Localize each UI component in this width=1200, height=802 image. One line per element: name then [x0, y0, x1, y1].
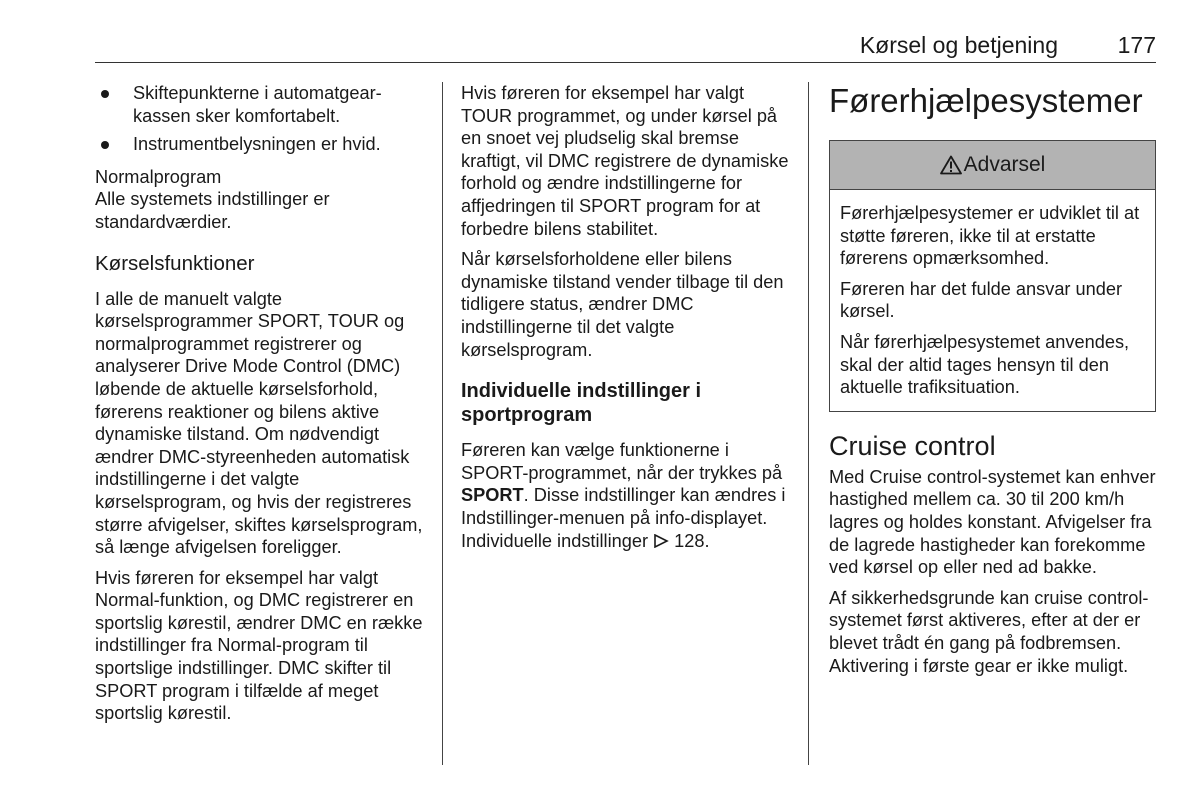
- text-span: Føreren kan vælge funktionerne i SPORT-programmet, når der trykkes på: [461, 440, 783, 483]
- page-header: [95, 30, 1156, 63]
- list-item-text: Skiftepunkterne i automatgear-kassen sker komfortabelt.: [133, 83, 382, 126]
- feature-list: [95, 82, 430, 156]
- column-right: [829, 82, 1156, 685]
- warning-header: [830, 141, 1155, 190]
- paragraph: Hvis føreren for eksempel har valgt Normal-funktion, og DMC registrerer en sportslig kørestil, ændrer DMC en række indstillinger fra Normal-program til sportslige indstillinger. DMC skifter til SPORT program i tilfælde af meget sportslig kørestil.: [95, 567, 423, 724]
- warning-triangle-icon: [940, 155, 962, 175]
- normal-program-block: [95, 166, 430, 234]
- sport-button-label: SPORT: [461, 485, 524, 506]
- paragraph: Når førerhjælpesystemet anvendes, skal der altid tages hensyn til den aktuelle trafiksituation.: [840, 331, 1130, 398]
- normal-program-text: Alle systemets indstillinger er standardværdier.: [95, 189, 330, 232]
- cruise-control-heading: Cruise control: [829, 430, 996, 461]
- bullet-icon: [101, 141, 109, 149]
- page-reference-icon: [653, 534, 669, 548]
- individual-settings-heading: Individuelle indstillinger i sportprogram: [461, 380, 702, 427]
- paragraph: Føreren har det fulde ansvar under kørsel.: [840, 278, 1123, 322]
- text-span: . Disse indstillinger kan ændres i Indstillinger-menuen på info-displayet. Individuelle indstillinger: [461, 485, 786, 551]
- normal-program-heading: Normalprogram: [95, 166, 222, 187]
- column-left: [95, 82, 430, 733]
- paragraph: [461, 439, 796, 552]
- paragraph: Af sikkerhedsgrunde kan cruise control-systemet først aktiveres, efter at der er blevet trådt én gang på fodbremsen. Aktivering i første gear er ikke muligt.: [829, 587, 1149, 676]
- paragraph: Når kørselsforholdene eller bilens dynamiske tilstand vender tilbage til den tidligere status, ændrer DMC indstillingerne til det valgte kørselsprogram.: [461, 249, 784, 360]
- column-divider-left: [442, 82, 443, 765]
- list-item-text: Instrumentbelysningen er hvid.: [133, 134, 381, 155]
- warning-body: [830, 190, 1155, 411]
- list-item: [95, 133, 430, 156]
- section-title: Førerhjælpesystemer: [829, 82, 1143, 119]
- driving-functions-heading: Kørselsfunktioner: [95, 251, 255, 275]
- paragraph: I alle de manuelt valgte kørselsprogrammer SPORT, TOUR og normalprogrammet registrerer og analyserer Drive Mode Control (DMC) løbende de aktuelle kørselsforhold, førerens reaktioner og bilens aktive dynamiske tilstand. Om nødvendigt ændrer DMC-styreenheden automatisk indstillingerne i det valgte kørselsprogram, og hvis der registreres større afvigelser, skiftes kørselsprogram, så længe afvigelsen foreligger.: [95, 288, 423, 558]
- paragraph: Hvis føreren for eksempel har valgt TOUR programmet, og under kørsel på en snoet vej pludselig skal bremse kraftigt, vil DMC registrere de dynamiske forhold og ændre indstillingerne for affjedringen til SPORT program for at forbedre bilens stabilitet.: [461, 83, 789, 239]
- column-divider-right: [808, 82, 809, 765]
- page-reference[interactable]: 128.: [674, 530, 710, 551]
- paragraph: Førerhjælpesystemer er udviklet til at støtte føreren, ikke til at erstatte førerens opmærksomhed.: [840, 203, 1140, 269]
- warning-box: [829, 140, 1156, 412]
- warning-label: Advarsel: [963, 152, 1046, 176]
- list-item: [95, 82, 430, 127]
- paragraph: Med Cruise control-systemet kan enhver hastighed mellem ca. 30 til 200 km/h lagres og holdes konstant. Afvigelser fra de lagrede hastigheder kan forekomme ved kørsel op eller ned ad bakke.: [829, 466, 1156, 578]
- page-number: 177: [1117, 32, 1156, 58]
- bullet-icon: [101, 90, 109, 98]
- column-middle: [461, 82, 796, 560]
- chapter-title: Kørsel og betjening: [859, 32, 1058, 58]
